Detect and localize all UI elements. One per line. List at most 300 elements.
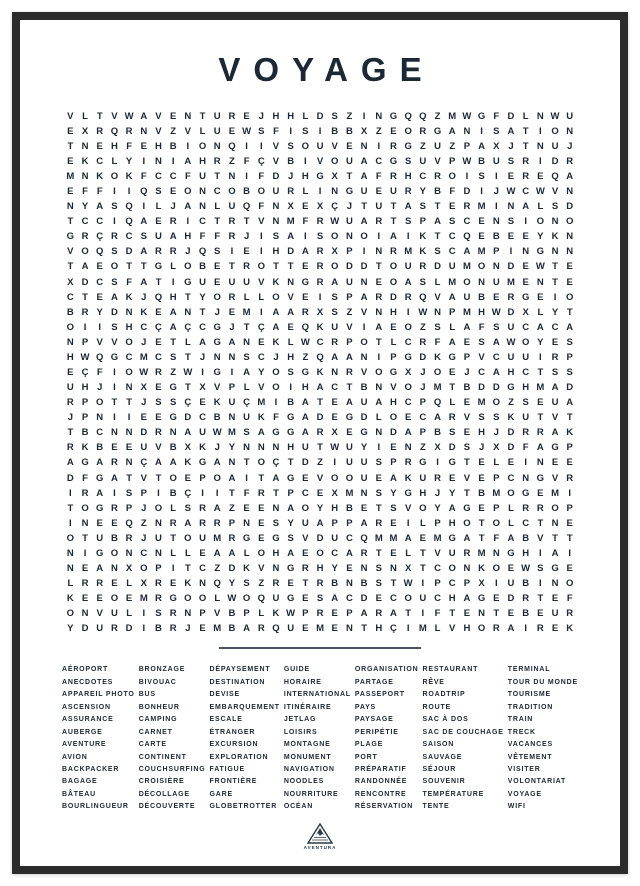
grid-letter: B xyxy=(522,532,530,544)
grid-letter: L xyxy=(214,593,221,605)
grid-letter: A xyxy=(316,382,324,394)
grid-letter: T xyxy=(537,412,544,424)
grid-letter: E xyxy=(537,170,544,182)
grid-letter: R xyxy=(199,502,206,514)
grid-letter: Z xyxy=(346,110,353,122)
grid-letter: K xyxy=(551,231,559,243)
grid-letter: G xyxy=(448,532,456,544)
grid-letter: I xyxy=(421,578,425,590)
grid-letter: J xyxy=(434,487,441,499)
grid-letter: E xyxy=(287,578,294,590)
grid-letter: T xyxy=(258,472,265,484)
grid-letter: P xyxy=(228,517,236,529)
word-item: CARNET xyxy=(138,728,173,736)
word-item: EXPLORATION xyxy=(209,753,269,761)
grid-letter: N xyxy=(345,578,353,590)
grid-letter: M xyxy=(227,427,236,439)
grid-letter: E xyxy=(478,216,485,228)
grid-letter: U xyxy=(272,186,280,198)
grid-letter: Q xyxy=(213,578,221,590)
grid-letter: N xyxy=(243,336,251,348)
grid-letter: R xyxy=(169,216,177,228)
word-search-grid xyxy=(63,109,577,637)
grid-letter: T xyxy=(375,547,382,559)
word-item: DEVISE xyxy=(209,691,240,699)
grid-letter: R xyxy=(551,351,559,363)
grid-letter: T xyxy=(375,336,382,348)
grid-letter: I xyxy=(539,351,542,363)
grid-letter: O xyxy=(110,593,119,605)
grid-letter: P xyxy=(140,487,147,499)
grid-letter: G xyxy=(96,502,104,514)
grid-letter: J xyxy=(141,397,147,409)
grid-letter: R xyxy=(272,578,280,590)
grid-row xyxy=(63,335,577,350)
grid-letter: N xyxy=(110,427,118,439)
grid-letter: V xyxy=(302,532,309,544)
grid-letter: N xyxy=(434,306,441,318)
grid-letter: T xyxy=(96,110,103,122)
grid-letter: E xyxy=(155,382,162,394)
grid-letter: R xyxy=(375,216,383,228)
grid-letter: L xyxy=(287,336,294,348)
grid-letter: V xyxy=(551,472,559,484)
word-item: NOURRITURE xyxy=(283,790,339,798)
grid-letter: S xyxy=(493,412,500,424)
grid-letter: U xyxy=(213,110,221,122)
grid-letter: U xyxy=(345,442,353,454)
grid-letter: V xyxy=(316,155,324,167)
grid-letter: T xyxy=(287,457,294,469)
grid-letter: I xyxy=(524,457,527,469)
grid-letter: N xyxy=(169,427,177,439)
grid-letter: R xyxy=(375,517,383,529)
grid-letter: K xyxy=(316,321,324,333)
grid-letter: W xyxy=(462,155,472,167)
grid-letter: A xyxy=(213,457,221,469)
grid-letter: T xyxy=(390,201,397,213)
grid-letter: E xyxy=(243,502,250,514)
grid-letter: A xyxy=(551,382,559,394)
grid-letter: P xyxy=(493,502,500,514)
grid-letter: A xyxy=(522,201,530,213)
grid-letter: H xyxy=(301,170,309,182)
grid-letter: H xyxy=(272,547,280,559)
divider-line xyxy=(219,647,421,649)
grid-letter: E xyxy=(551,336,559,348)
grid-letter: O xyxy=(184,261,192,273)
grid-letter: P xyxy=(346,336,353,348)
grid-letter: S xyxy=(331,306,338,318)
grid-letter: E xyxy=(537,608,544,620)
grid-letter: I xyxy=(83,547,87,559)
grid-letter: M xyxy=(139,351,148,363)
grid-letter: T xyxy=(419,547,426,559)
grid-letter: V xyxy=(140,472,147,484)
grid-row xyxy=(63,606,577,621)
grid-letter: T xyxy=(493,608,500,620)
grid-letter: I xyxy=(494,170,498,182)
grid-letter: R xyxy=(390,170,397,182)
grid-letter: T xyxy=(243,321,250,333)
grid-letter: I xyxy=(113,366,116,378)
grid-letter: D xyxy=(287,246,295,258)
grid-letter: Z xyxy=(346,306,353,318)
grid-letter: R xyxy=(66,397,74,409)
grid-row xyxy=(63,139,577,154)
grid-letter: R xyxy=(522,502,530,514)
grid-letter: B xyxy=(522,578,530,590)
grid-letter: N xyxy=(492,216,500,228)
grid-letter: E xyxy=(81,593,89,605)
grid-letter: N xyxy=(551,246,559,258)
grid-letter: K xyxy=(478,562,486,574)
grid-letter: A xyxy=(184,517,192,529)
word-item: RESTAURANT xyxy=(422,666,479,674)
grid-letter: C xyxy=(463,216,471,228)
grid-letter: C xyxy=(96,276,104,288)
word-item: ASSURANCE xyxy=(62,716,114,724)
grid-letter: E xyxy=(551,457,559,469)
grid-letter: C xyxy=(66,291,74,303)
grid-letter: D xyxy=(345,261,353,273)
grid-letter: G xyxy=(272,532,280,544)
grid-letter: L xyxy=(493,457,500,469)
grid-letter: Q xyxy=(242,201,251,213)
grid-letter: E xyxy=(566,517,573,529)
grid-letter: O xyxy=(551,125,559,137)
grid-letter: U xyxy=(228,397,236,409)
grid-letter: D xyxy=(419,351,427,363)
grid-letter: Y xyxy=(199,291,206,303)
grid-letter: I xyxy=(259,231,263,243)
grid-letter: E xyxy=(258,502,265,514)
grid-letter: E xyxy=(463,608,471,620)
grid-letter: K xyxy=(272,336,280,348)
grid-letter: A xyxy=(507,623,515,635)
grid-letter: E xyxy=(331,412,338,424)
grid-letter: L xyxy=(508,517,514,529)
grid-letter: L xyxy=(522,110,529,122)
grid-letter: G xyxy=(213,366,221,378)
grid-letter: A xyxy=(390,472,397,484)
grid-letter: G xyxy=(448,457,456,469)
grid-letter: C xyxy=(507,472,515,484)
grid-letter: R xyxy=(566,155,574,167)
grid-letter: E xyxy=(566,276,573,288)
word-column xyxy=(284,664,351,813)
grid-letter: P xyxy=(125,502,133,514)
word-column xyxy=(139,664,206,813)
grid-letter: N xyxy=(375,427,383,439)
grid-letter: C xyxy=(522,517,530,529)
grid-letter: A xyxy=(448,291,456,303)
grid-letter: A xyxy=(184,427,192,439)
grid-letter: N xyxy=(566,231,574,243)
grid-letter: I xyxy=(465,170,469,182)
word-item: GARE xyxy=(209,790,233,798)
grid-letter: I xyxy=(142,155,146,167)
grid-letter: G xyxy=(448,351,456,363)
grid-letter: R xyxy=(228,532,236,544)
grid-letter: R xyxy=(419,336,427,348)
grid-letter: F xyxy=(493,532,500,544)
grid-letter: V xyxy=(316,472,324,484)
grid-letter: G xyxy=(242,532,251,544)
grid-letter: C xyxy=(390,593,397,605)
grid-letter: S xyxy=(507,216,515,228)
grid-letter: A xyxy=(345,547,353,559)
grid-letter: I xyxy=(171,276,175,288)
grid-letter: F xyxy=(449,186,456,198)
grid-letter: X xyxy=(184,442,192,454)
grid-letter: U xyxy=(360,472,368,484)
grid-letter: Y xyxy=(434,502,441,514)
grid-letter: A xyxy=(213,502,221,514)
grid-letter: G xyxy=(477,110,486,122)
grid-letter: D xyxy=(360,593,368,605)
grid-letter: E xyxy=(551,593,559,605)
word-item: RANDONNÉE xyxy=(354,778,408,786)
grid-letter: A xyxy=(536,442,544,454)
grid-letter: E xyxy=(258,517,265,529)
grid-letter: W xyxy=(491,306,501,318)
grid-letter: S xyxy=(331,110,338,122)
grid-letter: N xyxy=(375,246,383,258)
grid-letter: G xyxy=(536,472,545,484)
grid-letter: A xyxy=(169,306,177,318)
grid-letter: E xyxy=(522,231,529,243)
grid-letter: M xyxy=(536,382,545,394)
grid-letter: S xyxy=(463,442,471,454)
grid-letter: O xyxy=(492,562,500,574)
grid-letter: O xyxy=(96,397,104,409)
grid-letter: G xyxy=(419,457,427,469)
grid-letter: U xyxy=(287,623,295,635)
grid-letter: U xyxy=(140,442,148,454)
grid-letter: E xyxy=(214,276,221,288)
grid-letter: J xyxy=(508,140,514,152)
grid-row xyxy=(63,425,577,440)
grid-letter: N xyxy=(536,457,544,469)
grid-letter: E xyxy=(67,186,74,198)
grid-row xyxy=(63,244,577,259)
grid-letter: N xyxy=(536,110,544,122)
grid-letter: Ç xyxy=(96,231,104,243)
grid-letter: U xyxy=(551,140,559,152)
grid-letter: U xyxy=(243,412,251,424)
grid-letter: E xyxy=(537,487,544,499)
grid-letter: G xyxy=(184,276,192,288)
grid-letter: B xyxy=(360,382,368,394)
grid-letter: S xyxy=(316,593,324,605)
grid-letter: A xyxy=(272,472,280,484)
grid-letter: N xyxy=(66,201,74,213)
grid-row xyxy=(63,455,577,470)
grid-letter: P xyxy=(419,397,427,409)
grid-letter: S xyxy=(155,186,162,198)
grid-letter: T xyxy=(67,261,74,273)
grid-letter: S xyxy=(243,578,250,590)
grid-letter: E xyxy=(155,412,162,424)
grid-letter: X xyxy=(140,382,147,394)
grid-letter: E xyxy=(140,412,147,424)
grid-letter: S xyxy=(478,412,485,424)
grid-letter: A xyxy=(331,593,339,605)
grid-letter: U xyxy=(507,321,515,333)
grid-letter: Z xyxy=(434,110,441,122)
grid-letter: N xyxy=(155,547,162,559)
grid-letter: C xyxy=(301,487,309,499)
grid-letter: D xyxy=(566,382,574,394)
grid-letter: W xyxy=(506,186,516,198)
grid-letter: D xyxy=(360,412,368,424)
grid-letter: E xyxy=(302,472,309,484)
grid-letter: M xyxy=(418,623,427,635)
grid-letter: H xyxy=(448,593,456,605)
grid-letter: X xyxy=(522,306,529,318)
grid-letter: U xyxy=(228,201,236,213)
grid-letter: T xyxy=(390,216,397,228)
grid-letter: E xyxy=(302,201,309,213)
grid-letter: E xyxy=(375,186,382,198)
grid-letter: K xyxy=(199,442,206,454)
grid-letter: U xyxy=(419,155,427,167)
grid-letter: D xyxy=(228,562,236,574)
grid-letter: S xyxy=(111,201,118,213)
grid-letter: R xyxy=(301,562,309,574)
grid-letter: Q xyxy=(154,291,163,303)
grid-letter: M xyxy=(389,532,398,544)
grid-letter: E xyxy=(258,336,265,348)
grid-letter: T xyxy=(67,502,74,514)
grid-letter: O xyxy=(198,140,207,152)
word-item: VOYAGE xyxy=(507,790,542,798)
grid-letter: I xyxy=(127,186,131,198)
grid-letter: U xyxy=(522,351,530,363)
grid-letter: Y xyxy=(287,517,294,529)
grid-letter: M xyxy=(66,170,75,182)
grid-letter: Y xyxy=(67,623,74,635)
grid-letter: R xyxy=(536,623,544,635)
grid-letter: V xyxy=(360,366,368,378)
word-item: BRONZAGE xyxy=(138,666,186,674)
word-item: RÉSERVATION xyxy=(354,803,414,811)
grid-letter: F xyxy=(375,170,382,182)
grid-letter: F xyxy=(258,170,265,182)
grid-letter: I xyxy=(259,306,263,318)
grid-letter: D xyxy=(434,261,441,273)
grid-letter: T xyxy=(214,170,221,182)
grid-letter: W xyxy=(506,336,516,348)
grid-letter: T xyxy=(170,336,177,348)
grid-letter: S xyxy=(566,366,573,378)
grid-letter: O xyxy=(66,532,75,544)
grid-letter: N xyxy=(331,366,339,378)
grid-letter: Q xyxy=(96,246,104,258)
grid-letter: E xyxy=(375,593,382,605)
grid-row xyxy=(63,531,577,546)
grid-letter: N xyxy=(272,201,280,213)
grid-letter: X xyxy=(67,276,74,288)
word-item: WIFI xyxy=(507,803,526,811)
grid-letter: L xyxy=(214,201,221,213)
grid-letter: E xyxy=(331,397,338,409)
grid-letter: W xyxy=(535,261,545,273)
grid-letter: U xyxy=(419,472,427,484)
grid-letter: Q xyxy=(404,110,412,122)
grid-letter: H xyxy=(125,321,133,333)
grid-letter: O xyxy=(404,125,412,137)
grid-letter: B xyxy=(522,608,530,620)
grid-letter: I xyxy=(377,231,381,243)
grid-letter: S xyxy=(478,336,485,348)
grid-letter: E xyxy=(390,442,397,454)
grid-row xyxy=(63,516,577,531)
grid-letter: G xyxy=(286,412,295,424)
grid-letter: H xyxy=(390,397,397,409)
grid-letter: E xyxy=(507,231,515,243)
grid-letter: C xyxy=(81,216,89,228)
grid-letter: V xyxy=(463,412,471,424)
grid-letter: U xyxy=(301,517,309,529)
grid-letter: L xyxy=(434,276,441,288)
grid-letter: V xyxy=(67,246,74,258)
grid-letter: E xyxy=(81,562,89,574)
grid-letter: G xyxy=(389,155,398,167)
grid-letter: Z xyxy=(317,457,323,469)
grid-letter: T xyxy=(464,457,470,469)
grid-letter: M xyxy=(433,382,442,394)
grid-letter: A xyxy=(184,201,192,213)
grid-letter: E xyxy=(96,291,103,303)
grid-letter: R xyxy=(434,170,441,182)
word-item: TEMPÉRATURE xyxy=(422,790,485,798)
grid-letter: S xyxy=(243,351,250,363)
word-item: ASCENSION xyxy=(62,703,111,711)
grid-letter: C xyxy=(140,547,148,559)
grid-letter: R xyxy=(316,578,324,590)
grid-letter: L xyxy=(508,502,514,514)
grid-letter: S xyxy=(551,201,559,213)
grid-letter: L xyxy=(243,547,250,559)
grid-letter: G xyxy=(272,427,280,439)
grid-letter: N xyxy=(404,442,412,454)
grid-letter: I xyxy=(568,487,572,499)
grid-letter: T xyxy=(434,201,441,213)
grid-letter: H xyxy=(448,517,456,529)
grid-letter: H xyxy=(287,110,295,122)
grid-letter: P xyxy=(228,382,236,394)
grid-letter: N xyxy=(272,442,280,454)
grid-letter: N xyxy=(360,140,368,152)
grid-letter: R xyxy=(345,366,353,378)
grid-letter: T xyxy=(199,306,206,318)
grid-letter: N xyxy=(536,276,544,288)
grid-letter: R xyxy=(463,201,471,213)
grid-letter: U xyxy=(345,457,353,469)
grid-letter: O xyxy=(125,366,133,378)
grid-letter: X xyxy=(434,442,441,454)
word-item: TRADITION xyxy=(507,703,554,711)
grid-letter: T xyxy=(522,125,529,137)
grid-letter: B xyxy=(331,125,339,137)
grid-letter: A xyxy=(155,457,162,469)
grid-letter: A xyxy=(140,246,148,258)
grid-letter: R xyxy=(316,246,324,258)
grid-letter: E xyxy=(169,578,177,590)
grid-letter: O xyxy=(507,487,515,499)
